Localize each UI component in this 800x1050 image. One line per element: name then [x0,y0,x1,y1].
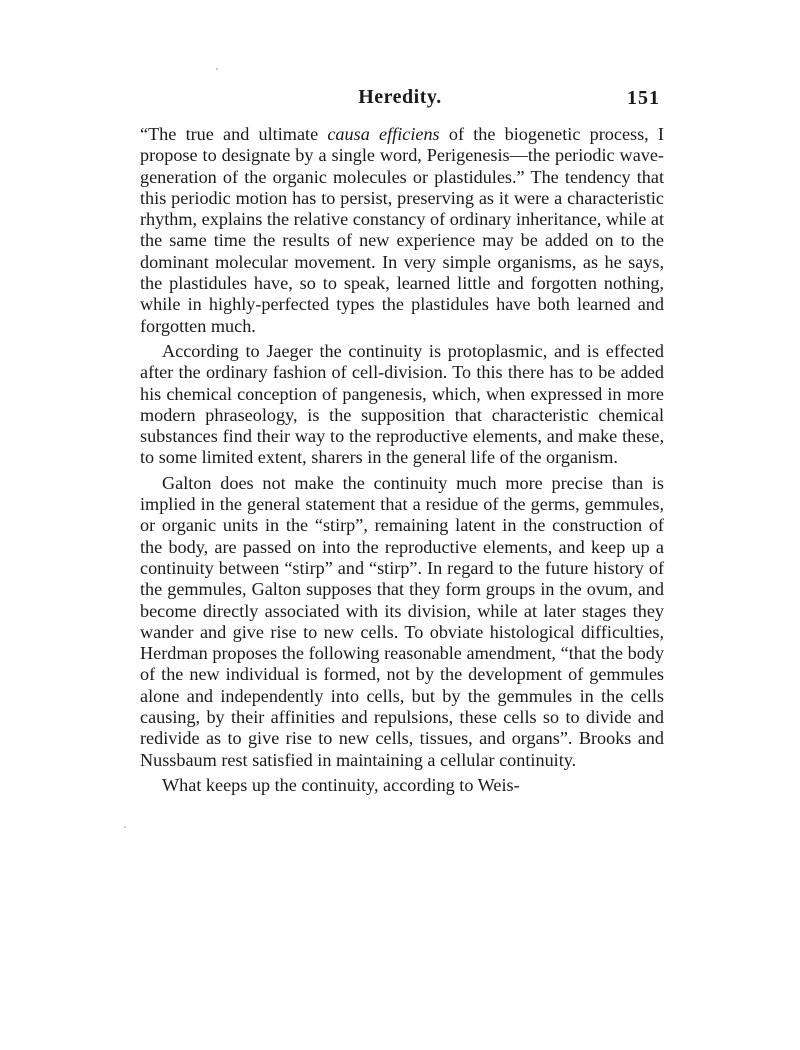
paragraph-jaeger: According to Jaeger the continuity is protoplasmic, and is effected after the ordinary fashion of cell-division. To this there has to be added his chemical conception of pangenesis, which, when expressed in more modern phraseology, is the supposition that characteristic chemical substances find their way to the reproductive elements, and make these, to some limited extent, sharers in the general life of the organism. [140,340,664,468]
paper-speck [124,826,126,828]
running-title: Heredity. [358,86,442,108]
page-number: 151 [627,87,660,109]
page-header [140,86,660,116]
paragraph-perigenesis-quote [140,124,664,337]
paragraph-galton: Galton does not make the continuity much more precise than is implied in the general statement that a residue of the germs, gemmules, or organic units in the “stirp”, remaining latent in the construction of the body, are passed on into the reproductive elements, and keep up a continuity between “stirp” and “stirp”. In regard to the future history of the gemmules, Galton supposes that they form groups in the ovum, and become directly associated with its division, while at later stages they wander and give rise to new cells. To obviate histological difficulties, Herdman proposes the following reasonable amendment, “that the body of the new individual is formed, not by the development of gemmules alone and independently into cells, but by the gemmules in the cells causing, by their affinities and repulsions, these cells so to divide and redivide as to give rise to new cells, tissues, and organs”. Brooks and Nussbaum rest satisfied in maintaining a cellular continuity. [140,472,664,770]
quote-text-rest: of the biogenetic process, I propose to designate by a single word, Perigenesis—the periodic wave-generation of the organic molecules or plastidules.” The tendency that this periodic motion has to persist, preserving as it were a characteristic rhythm, explains the relative constancy of ordinary inheritance, while at the same time the results of new experience may be added on to the dominant molecular movement. In very simple organisms, as he says, the plastidules have, so to speak, learned little and forgotten nothing, while in highly-perfected types the plastidules have both learned and forgotten much. [140,124,664,336]
paper-speck [216,68,218,70]
paragraph-weismann: What keeps up the continuity, according to Weis- [162,774,520,795]
quote-text-start: “The true and ultimate [140,124,328,144]
body-text [140,124,664,796]
italic-term: causa efficiens [327,124,440,144]
